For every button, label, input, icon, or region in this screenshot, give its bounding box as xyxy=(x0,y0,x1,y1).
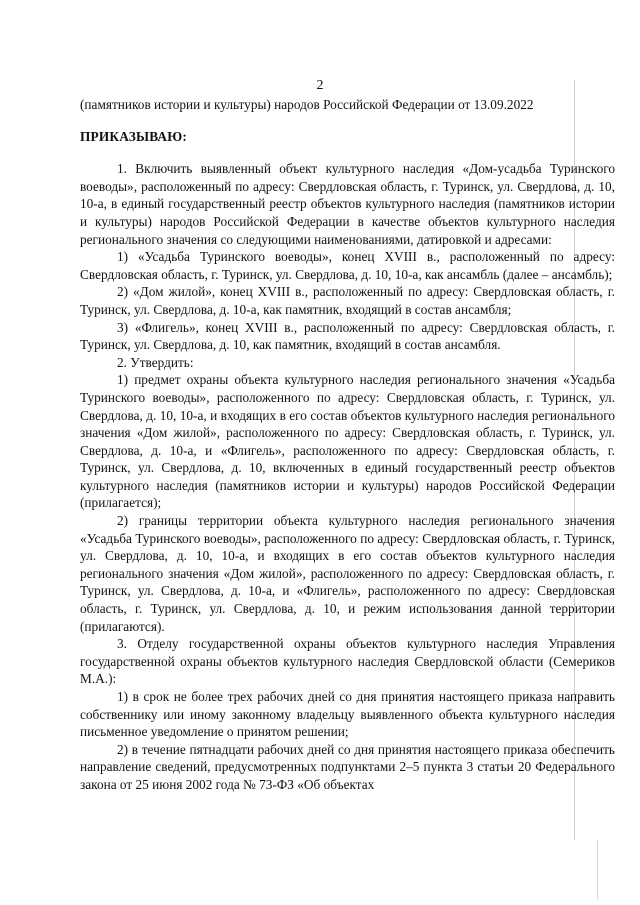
document-body xyxy=(80,96,615,794)
paragraph: 2) в течение пятнадцати рабочих дней со дня принятия настоящего приказа обеспечить направление сведений, предусмотренных подпунктами 2–5 пункта 3 статьи 20 Федерального закона от 25 июня 2002 года № 73-ФЗ «Об объектах xyxy=(80,741,615,792)
scan-edge-line xyxy=(597,840,598,900)
order-heading: ПРИКАЗЫВАЮ: xyxy=(80,128,188,144)
paragraph: 2) границы территории объекта культурного наследия регионального значения «Усадьба Туринского воеводы», расположенного по адресу: Свердловская область, г. Туринск, ул. Свердлова, д. 10, 10-а, и входящих в его состав объектов культурного наследия регионального значения «Дом жилой», расположенного по адресу: Свердловская область, г. Туринск, ул. Свердлова, д. 10-а, и «Флигель», расположенного по адресу: Свердловская область, г. Туринск, ул. Свердлова, д. 10, и режим использования данной территории (прилагаются). xyxy=(80,513,615,634)
paragraph: 3. Отделу государственной охраны объектов культурного наследия Управления государственной охраны объектов культурного наследия Свердловской области (Семериков М.А.): xyxy=(80,636,615,687)
paragraph: 3) «Флигель», конец XVIII в., расположенный по адресу: Свердловская область, г. Туринск, ул. Свердлова, д. 10, как памятник, входящий в состав ансамбля. xyxy=(80,319,615,353)
paragraph: 1. Включить выявленный объект культурного наследия «Дом-усадьба Туринского воеводы», расположенный по адресу: Свердловская область, г. Туринск, ул. Свердлова, д. 10, 10-а, в единый государственный реестр объектов культурного наследия (памятников истории и культуры) народов Российской Федерации в качестве объектов культурного наследия регионального значения со следующими наименованиями, датировкой и адресами: xyxy=(80,161,615,247)
page-number: 2 xyxy=(316,78,324,93)
paragraph: 2) «Дом жилой», конец XVIII в., расположенный по адресу: Свердловская область, г. Туринск, ул. Свердлова, д. 10-а, как памятник, входящий в состав ансамбля; xyxy=(80,284,615,317)
intro-line: (памятников истории и культуры) народов Российской Федерации от 13.09.2022 xyxy=(80,97,534,112)
paragraph: 1) «Усадьба Туринского воеводы», конец XVIII в., расположенный по адресу: Свердловская область, г. Туринск, ул. Свердлова, д. 10, 10-а, как ансамбль (далее – ансамбль); xyxy=(80,249,615,282)
paragraph: 1) предмет охраны объекта культурного наследия регионального значения «Усадьба Туринского воеводы», расположенного по адресу: Свердловская область, г. Туринск, ул. Свердлова, д. 10, 10-а, и входящих в его состав объектов культурного наследия регионального значения «Дом жилой», расположенного по адресу: Свердловская область, г. Туринск, ул. Свердлова, д. 10-а, и «Флигель», расположенного по адресу: Свердловская область, г. Туринск, ул. Свердлова, д. 10, включенных в единый государственный реестр объектов культурного наследия (памятников истории и культуры) народов Российской Федерации (прилагается); xyxy=(80,372,615,511)
paragraph: 1) в срок не более трех рабочих дней со дня принятия настоящего приказа направить собственнику или иному законному владельцу выявленного объекта культурного наследия письменное уведомление о принятом решении; xyxy=(80,689,615,740)
paragraph: 2. Утвердить: xyxy=(117,354,194,370)
